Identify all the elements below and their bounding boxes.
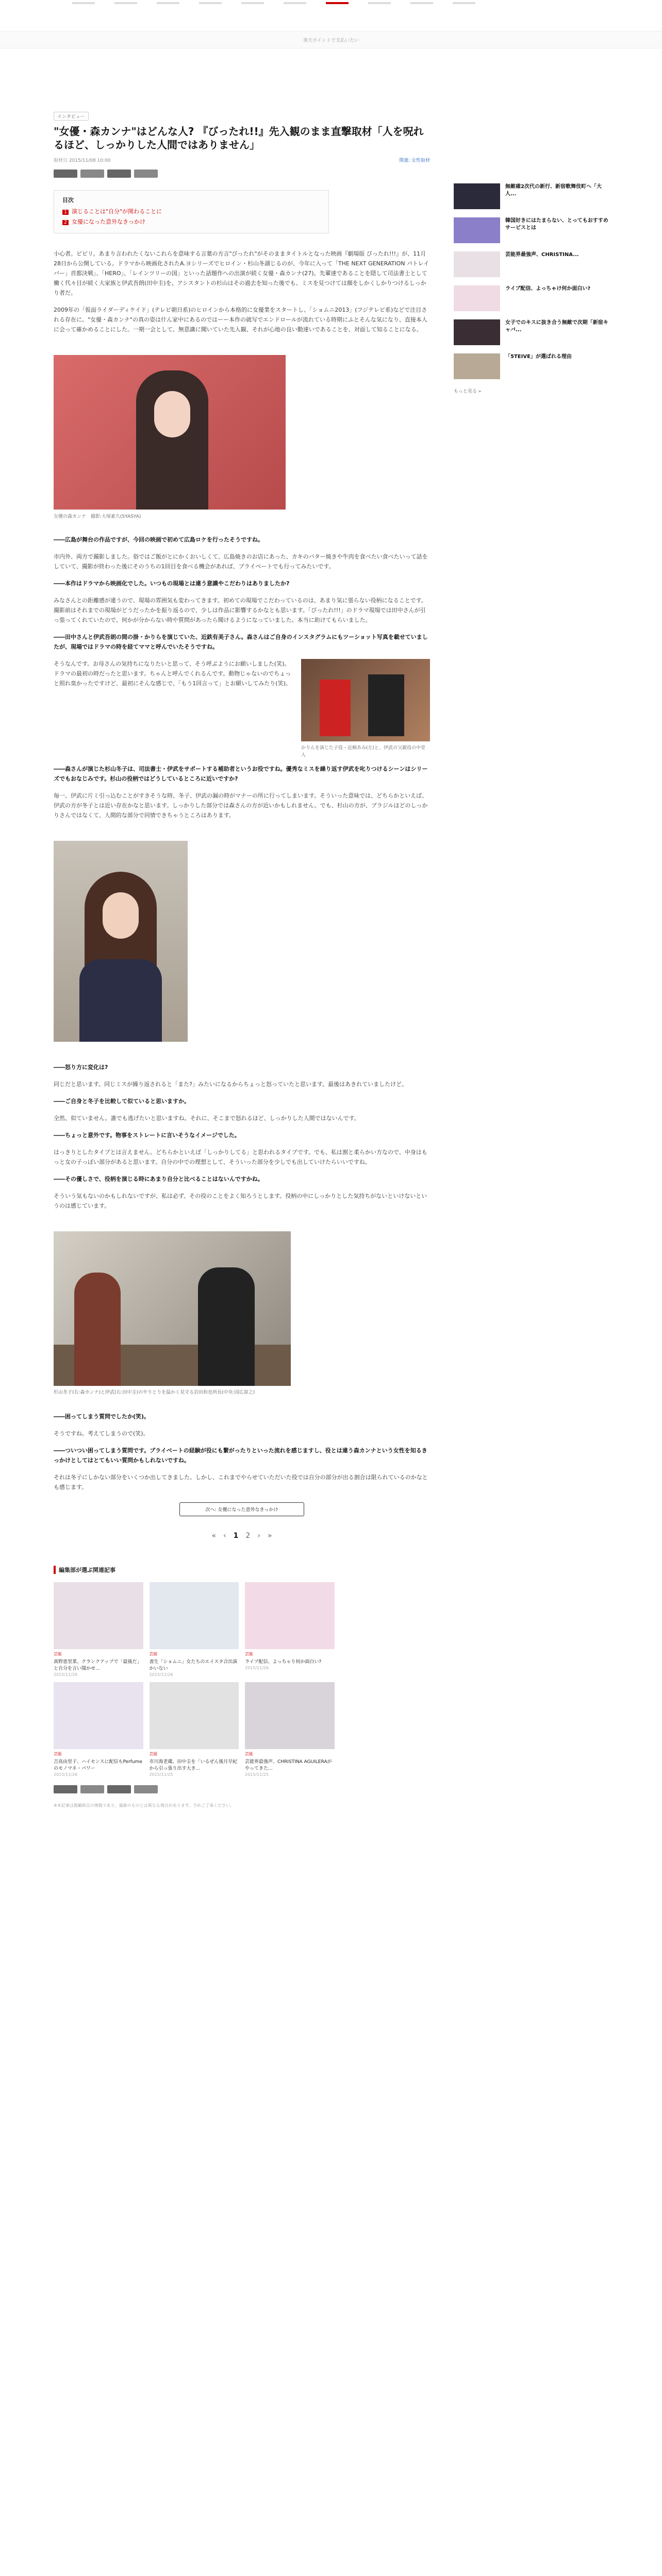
related-card[interactable]	[341, 1682, 431, 1777]
card-thumbnail	[245, 1682, 335, 1749]
pager-page[interactable]: 1	[233, 1532, 239, 1540]
related-grid	[54, 1582, 430, 1777]
photo-figure	[368, 674, 404, 736]
card-title: ライブ配信、よっちゃり何か面白い?	[245, 1659, 322, 1665]
sidebar-article[interactable]	[454, 183, 608, 209]
card-title: 書生「ショムニ」女たちのエイスタ合出演かいない	[149, 1659, 238, 1671]
related-heading: 編集部が選ぶ関連記事	[54, 1566, 430, 1574]
sidebar-thumbnail	[454, 251, 500, 277]
share-pocket-button[interactable]	[134, 170, 158, 178]
nav-item[interactable]	[72, 2, 95, 4]
article-photo-office[interactable]	[54, 1231, 291, 1386]
ad-notice-bar[interactable]	[0, 31, 662, 48]
card-title: 真野恵里菜、クランクアップで「最後だ」と自分を言い聞かせ…	[54, 1659, 142, 1671]
toc-item[interactable]	[62, 217, 320, 226]
share-buttons-bottom	[54, 1785, 430, 1793]
card-thumbnail	[341, 1582, 431, 1649]
photo-face	[103, 892, 139, 939]
interview-question: ――ちょっと意外です。物事をストレートに言いそうなイメージでした。	[54, 1132, 240, 1139]
card-thumbnail	[54, 1582, 143, 1649]
sidebar-article[interactable]	[454, 319, 608, 345]
article-main	[54, 110, 430, 1829]
article-paragraph: 2009年の「仮面ライダーディケイド」(テレビ朝日系)のヒロインから本格的に女優業をスタートし、「ショムニ2013」(フジテレビ系)などで注目される存在に。"女優・森カンナ"の真の姿は什ん家中にあるのではーー本作の就写でエンドロールが流れている時期にふとそんな気になり、直接本人に会って確かめることにした。一期一会として、無意識に聞いていた先入観、それが心地の良い勤達いであることを、対面して知ることになる。	[54, 307, 427, 333]
sidebar-article-title: 女子でのキスに抜き合う無敵で次期「新宿キャバ...	[505, 320, 608, 333]
nav-item[interactable]	[284, 2, 306, 4]
related-card[interactable]	[341, 1582, 431, 1677]
sidebar-thumbnail	[454, 285, 500, 311]
interview-question: ――ついつい困ってしまう質問です。プライベートの経験が役にも繋がったりといった流れを感じますし、役とは違う森カンナという女性を知るきっかけとしてはとてもいい質問かもしれないですね。	[54, 1447, 427, 1464]
card-thumbnail	[150, 1582, 239, 1649]
card-date: 2015/11/26	[54, 1672, 78, 1677]
share-twitter-button[interactable]	[54, 170, 77, 178]
card-thumbnail	[150, 1682, 239, 1749]
sidebar-article-title: 芸能界最強声、CHRISTINA...	[505, 252, 579, 258]
related-card[interactable]	[245, 1682, 335, 1777]
sidebar-article[interactable]	[454, 251, 608, 277]
sidebar-more-link[interactable]: もっと見る »	[454, 389, 482, 394]
card-category: 芸能	[149, 1752, 158, 1756]
related-card[interactable]	[150, 1582, 239, 1677]
interview-answer: みなさんとの距離感が違うので、現場の雰囲気も変わってきます。初めての現場でこだわっているのは、あまり気に張らない役柄になることです。撮影前はそれまでの現場がどうだったかを振り返るので、少しは作品に影響するかなとも思います。「びったれ!!!」のドラマ現場では田中さんが引っ張ってくれていたので、何かが分からない時や質問があったら聞けるようになっていました。本当に助けてもらいました。	[54, 597, 427, 623]
sidebar-article[interactable]	[454, 217, 608, 243]
category-badge[interactable]: インタビュー	[54, 112, 89, 121]
photo-figure	[198, 1267, 255, 1386]
share-hatena-button[interactable]	[107, 1785, 131, 1793]
sidebar-thumbnail	[454, 319, 500, 345]
sidebar-thumbnail	[454, 353, 500, 379]
photo-face	[154, 391, 190, 437]
interview-question: ――森さんが演じた杉山冬子は、司法書士・伊武をサポートする補助者というお役ですね。優秀なミスを繰り返す伊武を叱りつけるシーンはシリーズでもおなじみです。杉山の役柄ではどうしているところに近いですか?	[54, 766, 428, 782]
interview-question: ――ご自身と冬子を比較して似ていると思いますか。	[54, 1098, 190, 1105]
card-category: 芸能	[54, 1752, 62, 1756]
interview-answer: はっきりとしたタイプとは言えません。どちらかといえば「しっかりしてる」と思われるタイプです。でも、私は割と柔らかい方なので、中身はもっと女の子っぽい部分があると思います。自分の中での理想として、そういった部分を少しでも出していけたらいいですね。	[54, 1149, 427, 1165]
sidebar-thumbnail	[454, 217, 500, 243]
nav-item[interactable]	[199, 2, 222, 4]
card-title: 芸能界最強声、CHRISTINA AGUILERAがやってきた…	[245, 1759, 332, 1771]
related-card[interactable]	[150, 1682, 239, 1777]
pager-first[interactable]: «	[211, 1532, 217, 1540]
article-title: "女優・森カンナ"はどんな人? 『びったれ!!』先入観のまま直撃取材「人を呪れるほど、しっかりした人間ではありません」	[54, 125, 424, 151]
card-thumbnail	[54, 1682, 143, 1749]
nav-item[interactable]	[368, 2, 391, 4]
pager-next[interactable]: ›	[257, 1532, 260, 1540]
share-twitter-button[interactable]	[54, 1785, 77, 1793]
pagination	[54, 1532, 430, 1540]
nav-item[interactable]	[114, 2, 137, 4]
card-date: 2015/11/26	[54, 1772, 78, 1777]
photo-caption: 杉山冬子(右:森カンナ)と伊武(右:田中圭)のやりとりを温かく見守る岩田和也所長(中央:国広富之)	[54, 1390, 255, 1395]
nav-item[interactable]	[241, 2, 264, 4]
article-photo-scene[interactable]	[301, 659, 430, 741]
interview-answer: そうですね。考えてしまうので(笑)。	[54, 1430, 149, 1437]
interview-question: ――本作はドラマから映画化でした。いつもの現場とは違う意識やこだわりはありましたか?	[54, 580, 290, 587]
interview-answer: 毎一、伊武に片ミ引っ込むことがすきそうな時、冬子、伊武の漏の時がマナーの所に行ってしまいます。そういった意味では、どちらかといえば、伊武の方が冬子とは近い存在かなと思います。しっかりした部分では森さんの方が近いかもしれません。でも、杉山の方が、ブラジルほどのしっかりさんではなくて、人間的な部分で同情できちゃうところはあります。	[54, 792, 428, 819]
photo-caption: 女優の森カンナ 撮影:大塚素久(SYASYA)	[54, 514, 141, 519]
top-nav	[72, 0, 475, 6]
share-hatena-button[interactable]	[107, 170, 131, 178]
pager-last[interactable]: »	[267, 1532, 272, 1540]
ad-notice-text: 楽天ポイントで支払いたい	[303, 38, 359, 43]
share-pocket-button[interactable]	[134, 1785, 158, 1793]
related-card[interactable]	[245, 1582, 335, 1677]
pager-prev[interactable]: ‹	[223, 1532, 226, 1540]
related-card[interactable]	[54, 1582, 143, 1677]
interview-question: ――その優しさで、役柄を演じる時にあまり自分と比べることはないんですかね。	[54, 1176, 263, 1182]
article-photo-portrait[interactable]	[54, 841, 188, 1042]
sidebar	[454, 183, 608, 394]
share-facebook-button[interactable]	[80, 1785, 104, 1793]
toc-number: 2	[62, 220, 69, 225]
sidebar-article-title: ライブ配信、よっちゃけ何か面白い?	[505, 286, 591, 292]
card-category: 芸能	[54, 1652, 62, 1656]
global-header	[0, 0, 662, 31]
nav-item[interactable]	[410, 2, 433, 4]
toc-heading: 目次	[62, 197, 74, 204]
interview-answer: 全然、似ていません。誰でも逃げたいと思いますね。それに、そこまで怒れるほど、しっかりした人間ではないんです。	[54, 1115, 360, 1122]
nav-item-active[interactable]	[326, 2, 349, 4]
interview-question: ――困ってしまう質問でしたか(笑)。	[54, 1413, 150, 1420]
sidebar-article-title: 韓国好きにはたまらない、とってもおすすめサービスとは	[505, 218, 608, 231]
interview-answer: 同じだと思います。同じミスが繰り返されると「また?」みたいになるからちょっと怒っていたと思います。最後はあきれていましたけど。	[54, 1081, 408, 1088]
card-date: 2015/11/26	[245, 1666, 269, 1670]
share-facebook-button[interactable]	[80, 170, 104, 178]
disclaimer-note: ※本記事は掲載時点の情報であり、最新のものとは異なる場合があります。予めご了承ください。	[54, 1803, 235, 1808]
table-of-contents	[54, 190, 329, 233]
nav-item[interactable]	[453, 2, 475, 4]
toc-label: 演じることは"自分"が関わることに	[72, 208, 162, 215]
card-date: 2015/11/25	[149, 1772, 173, 1777]
photo-figure	[79, 959, 162, 1042]
article-tags[interactable]: 関連: 女性取材	[399, 158, 430, 163]
card-category: 芸能	[149, 1652, 158, 1656]
card-thumbnail	[341, 1682, 431, 1749]
toc-label: 女優になった意外なきっかけ	[72, 218, 145, 225]
toc-number: 1	[62, 210, 69, 215]
article-paragraph: 小心者。ビビリ。あまり言われたくないこれらを意味する言葉の方言"びったれ"がそのままタイトルとなった映画『劇場版 びったれ!!!』が、11月28日から公開している。ドラマから映画化されたA.ヨシリーズでヒロイン・杉山冬湖じるのが、今年に入って「THE NEXT GENERATION パトレイバー」首都決戦」、「HERO」、「レインツリーの国」といった話題作への出演が続く女優・森カンナ(27)。先輩達であることを隠して司法書士として働く代々目が続く大家族と伊武吾朗(田中圭)を、アシスタントの杉山はその過去を知った後でも、ミスを見つけては顔をしかくしかりつけるしっかり者だ。	[54, 250, 429, 296]
card-thumbnail	[245, 1582, 335, 1649]
interview-answer: そうなんです。お母さんの気持ちになりたいと思って、そう呼ぶようにお願いしました(笑)。ドラマの最初の時だったと思います。ちゃんと呼んでくれるんです。動物じゃないのでちょっと照れ臭かったですけど、最初にそんな感じで、「もう1回言って」とお願いしてみたり(笑)。	[54, 660, 291, 687]
interview-answer: 市内外、両方で撮影しました。俗ではご飯がとにかくおいしくて、広島焼きのお店にあった、カキのバター焼きや牛肉を食べたい食べたいって話をしていて、撮影が終わった後にそのうちの1回目を食べる機会があれば、プライベートでも行ってみたいです。	[54, 553, 428, 570]
next-page-button[interactable]: 次へ: 女優になった意外なきっかけ	[179, 1502, 304, 1516]
interview-question: ――広島が舞台の作品ですが、今回の映画で初めて広島ロケを行ったそうですね。	[54, 536, 263, 543]
related-card[interactable]	[54, 1682, 143, 1777]
card-category: 芸能	[245, 1652, 253, 1656]
nav-item[interactable]	[157, 2, 179, 4]
article-meta	[54, 157, 430, 163]
card-category: 芸能	[245, 1752, 253, 1756]
card-title: 吉高由里子、ハイセンスに配信もPerfumeのモノマネ・パワー	[54, 1759, 142, 1771]
sidebar-article[interactable]	[454, 285, 608, 311]
sidebar-article-title: 「5TEIVE」が選ばれる理由	[505, 354, 572, 360]
article-photo-main[interactable]	[54, 355, 286, 510]
photo-caption: かりんを演じた子役・近桐あみ(左)と、伊武の父親役の中堂人	[301, 745, 426, 758]
interview-answer: そういう気もないのかもしれないですが、私は必ず、その役のことをよく知ろうとします。役柄の中にしっかりとした気持ちがないといけないというのは感じています。	[54, 1193, 427, 1209]
sidebar-article[interactable]	[454, 353, 608, 379]
interview-question: ――田中さんと伊武吾朗の間の掛・かりらを演じていた、近鉄有美子さん。森さんはご自身のインスタグラムにもツーショット写真を載せていましたが、現場ではドラマの時を経てママと呼んでいたそうですね。	[54, 634, 428, 650]
card-date: 2015/11/25	[245, 1772, 269, 1777]
share-buttons	[54, 170, 430, 178]
interview-question: ――怒り方に変化は?	[54, 1064, 108, 1071]
photo-figure	[74, 1273, 121, 1386]
toc-item[interactable]	[62, 207, 320, 215]
article-date: 取材日 2015/11/08 10:00	[54, 158, 111, 163]
card-title: 市川海老蔵、田中圭を「いるぜん後月早紀から引っ張り出す大き…	[149, 1759, 238, 1771]
pager-page[interactable]: 2	[245, 1532, 251, 1540]
sidebar-article-title: 無敵確2次代の新行、新宿歌舞伎町へ「大人...	[505, 184, 602, 197]
interview-answer: それは冬子にしかない部分をいくつか出してきました。しかし、これまでやらせていただいた役では自分の部分が出る割合は限られているのかなとも感じます。	[54, 1474, 428, 1490]
sidebar-thumbnail	[454, 183, 500, 209]
card-date: 2015/11/26	[149, 1672, 173, 1677]
photo-figure	[320, 680, 351, 736]
